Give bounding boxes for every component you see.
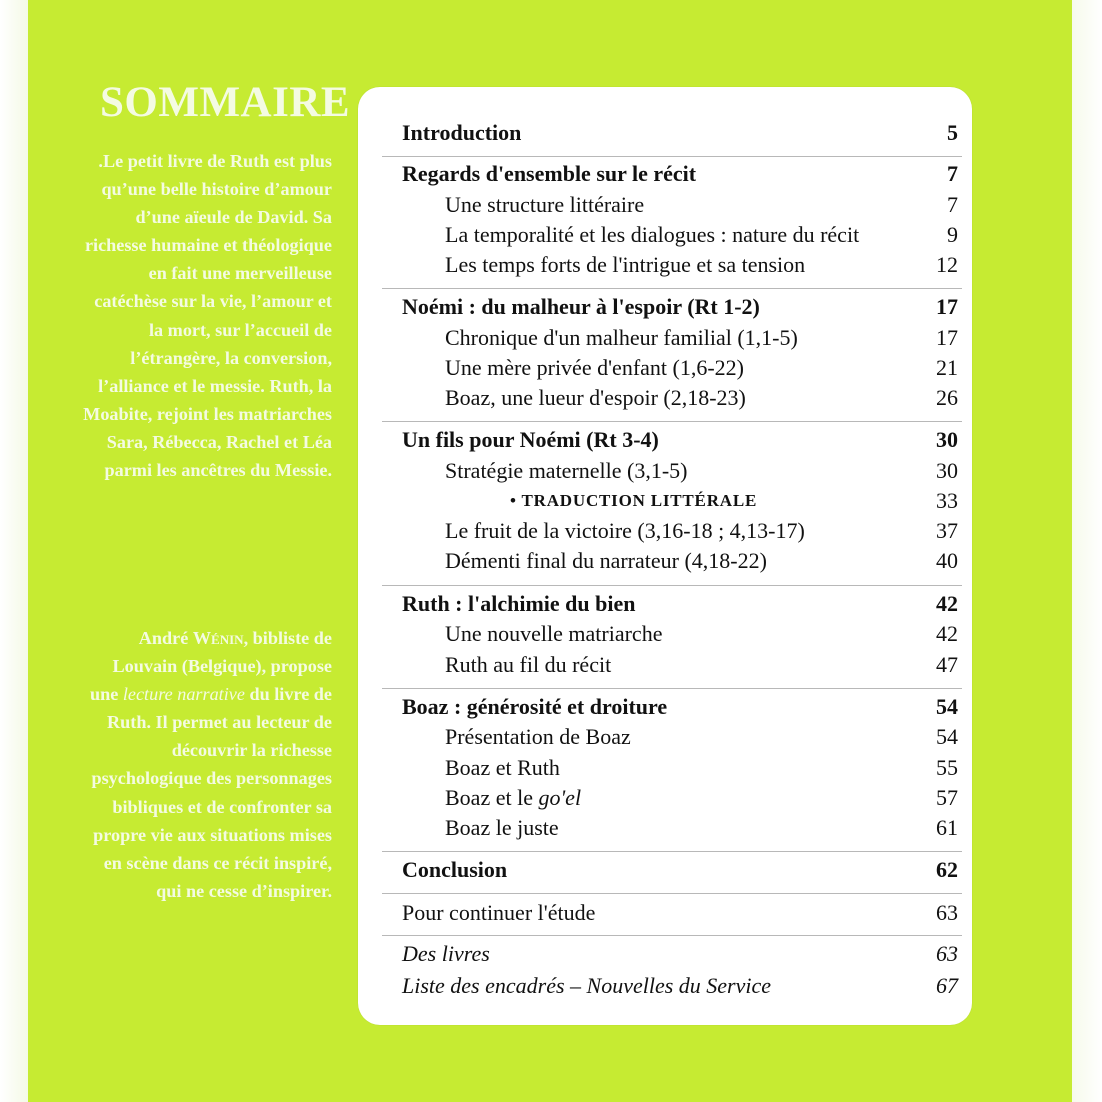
left-page-edge bbox=[0, 0, 28, 1102]
blurb-author-part-a: , bibliste de Louvain (Belgique), propose une bbox=[90, 628, 332, 705]
toc-divider bbox=[382, 421, 962, 422]
toc-page: 62 bbox=[936, 857, 958, 882]
toc-page: 12 bbox=[936, 252, 958, 277]
toc-page: 42 bbox=[936, 591, 958, 616]
toc-label: Chronique d'un malheur familial (1,1-5) bbox=[445, 325, 798, 350]
blurb-author bbox=[80, 624, 332, 905]
toc-label-prefix: Boaz et le bbox=[445, 785, 539, 810]
toc-page: 37 bbox=[936, 518, 958, 543]
toc-label: Une mère privée d'enfant (1,6-22) bbox=[445, 355, 744, 380]
toc-divider bbox=[382, 156, 962, 157]
blurb-intro bbox=[80, 147, 332, 484]
blurb-author-part-b: du livre de Ruth. Il permet au lecteur de découvrir la richesse psychologique des personnages bibliques et de confronter sa propre vie aux situations mises en scène dans ce récit inspiré, qui ne cesse d’inspirer. bbox=[91, 684, 332, 901]
toc-page: 63 bbox=[936, 900, 958, 925]
toc-page: 26 bbox=[936, 385, 958, 410]
toc-page: 17 bbox=[936, 294, 958, 319]
toc-page: 9 bbox=[947, 222, 958, 247]
toc-label: Ruth au fil du récit bbox=[445, 652, 612, 677]
toc-label: Démenti final du narrateur (4,18-22) bbox=[445, 548, 767, 573]
toc-label bbox=[445, 783, 581, 813]
toc-label: Le fruit de la victoire (3,16-18 ; 4,13-17) bbox=[445, 518, 805, 543]
toc-label: Regards d'ensemble sur le récit bbox=[402, 161, 697, 186]
toc-divider bbox=[382, 893, 962, 894]
toc-entry[interactable] bbox=[358, 220, 972, 250]
toc-divider bbox=[382, 688, 962, 689]
toc-page: 30 bbox=[936, 458, 958, 483]
toc-section-boaz[interactable] bbox=[358, 692, 972, 722]
toc-entry[interactable] bbox=[358, 383, 972, 413]
toc-label: Une nouvelle matriarche bbox=[445, 621, 663, 646]
toc-entry[interactable] bbox=[358, 456, 972, 486]
toc-entry[interactable] bbox=[358, 546, 972, 576]
blurb-author-italic: lecture narrative bbox=[122, 684, 245, 705]
toc-entry-traduction[interactable] bbox=[358, 486, 972, 516]
toc-page: 7 bbox=[947, 192, 958, 217]
toc-label: Boaz et Ruth bbox=[445, 755, 560, 780]
toc-label: Introduction bbox=[402, 120, 522, 145]
toc-page: 55 bbox=[936, 755, 958, 780]
toc-entry[interactable] bbox=[358, 753, 972, 783]
toc-section-conclusion[interactable] bbox=[358, 855, 972, 885]
toc-label: Les temps forts de l'intrigue et sa tension bbox=[445, 252, 806, 277]
toc-entry[interactable] bbox=[358, 250, 972, 280]
toc-section-ruth[interactable] bbox=[358, 589, 972, 619]
toc-page: 21 bbox=[936, 355, 958, 380]
toc-page: 63 bbox=[936, 941, 958, 966]
toc-label: Boaz, une lueur d'espoir (2,18-23) bbox=[445, 385, 746, 410]
blurb-intro-text: .Le petit livre de Ruth est plus qu’une belle histoire d’amour d’une aïeule de David. Sa richesse humaine et théologique en fait une merveilleuse catéchèse sur la vie, l’amour et la mort, sur l’accueil de l’étrangère, la conversion, l’alliance et le messie. Ruth, la Moabite, rejoint les matriarches Sara, Rébecca, Rachel et Léa parmi les ancêtres du Messie. bbox=[83, 151, 332, 481]
toc-section-regards[interactable] bbox=[358, 159, 972, 189]
toc-page: 33 bbox=[936, 488, 958, 513]
author-first-name: André bbox=[138, 628, 189, 648]
toc-page: 40 bbox=[936, 548, 958, 573]
toc-page: 42 bbox=[936, 621, 958, 646]
toc-divider bbox=[382, 585, 962, 586]
toc-page: 54 bbox=[936, 694, 958, 719]
toc-entry-goel[interactable] bbox=[358, 783, 972, 813]
toc-section-continuer[interactable] bbox=[358, 898, 972, 928]
toc-page: 54 bbox=[936, 724, 958, 749]
toc-section-un-fils[interactable] bbox=[358, 425, 972, 455]
toc-entry-encadres[interactable] bbox=[358, 971, 972, 1001]
toc-page: 61 bbox=[936, 815, 958, 840]
toc-entry[interactable] bbox=[358, 722, 972, 752]
toc-section-noemi[interactable] bbox=[358, 292, 972, 322]
toc-label: Un fils pour Noémi (Rt 3-4) bbox=[402, 427, 659, 452]
toc-divider bbox=[382, 935, 962, 936]
toc-page: 47 bbox=[936, 652, 958, 677]
toc-page: 57 bbox=[936, 785, 958, 810]
toc-label: La temporalité et les dialogues : nature du récit bbox=[445, 222, 860, 247]
toc-section-introduction[interactable] bbox=[358, 118, 972, 148]
toc-entry[interactable] bbox=[358, 516, 972, 546]
toc-label: Boaz le juste bbox=[445, 815, 559, 840]
page-title: SOMMAIRE bbox=[100, 79, 351, 126]
toc-page: 67 bbox=[936, 973, 958, 998]
toc-divider bbox=[382, 851, 962, 852]
toc-panel bbox=[358, 87, 972, 1025]
toc-page: 30 bbox=[936, 427, 958, 452]
toc-label: Pour continuer l'étude bbox=[402, 900, 596, 925]
toc-label: Noémi : du malheur à l'espoir (Rt 1-2) bbox=[402, 294, 760, 319]
toc-page: 5 bbox=[947, 120, 958, 145]
toc-entry[interactable] bbox=[358, 353, 972, 383]
toc-entry[interactable] bbox=[358, 323, 972, 353]
toc-label: Boaz : générosité et droiture bbox=[402, 694, 668, 719]
toc-label-italic: go'el bbox=[538, 785, 582, 810]
toc-divider bbox=[382, 288, 962, 289]
toc-page: 7 bbox=[947, 161, 958, 186]
blurb-author-text bbox=[80, 624, 332, 905]
toc-entry[interactable] bbox=[358, 813, 972, 843]
toc-entry[interactable] bbox=[358, 190, 972, 220]
right-page-edge bbox=[1072, 0, 1102, 1102]
toc-label: Ruth : l'alchimie du bien bbox=[402, 591, 636, 616]
toc-label: Présentation de Boaz bbox=[445, 724, 631, 749]
toc-entry[interactable] bbox=[358, 650, 972, 680]
toc-entry-livres[interactable] bbox=[358, 939, 972, 969]
toc-page: 17 bbox=[936, 325, 958, 350]
toc-entry[interactable] bbox=[358, 619, 972, 649]
toc-label: Stratégie maternelle (3,1-5) bbox=[445, 458, 688, 483]
toc-label: • TRADUCTION LITTÉRALE bbox=[510, 491, 758, 510]
toc-label: Des livres bbox=[402, 941, 490, 966]
toc-label: Une structure littéraire bbox=[445, 192, 645, 217]
toc-list bbox=[358, 87, 972, 1025]
toc-label: Conclusion bbox=[402, 857, 508, 882]
toc-label: Liste des encadrés – Nouvelles du Service bbox=[402, 973, 772, 998]
author-last-name: Wénin bbox=[192, 628, 244, 648]
